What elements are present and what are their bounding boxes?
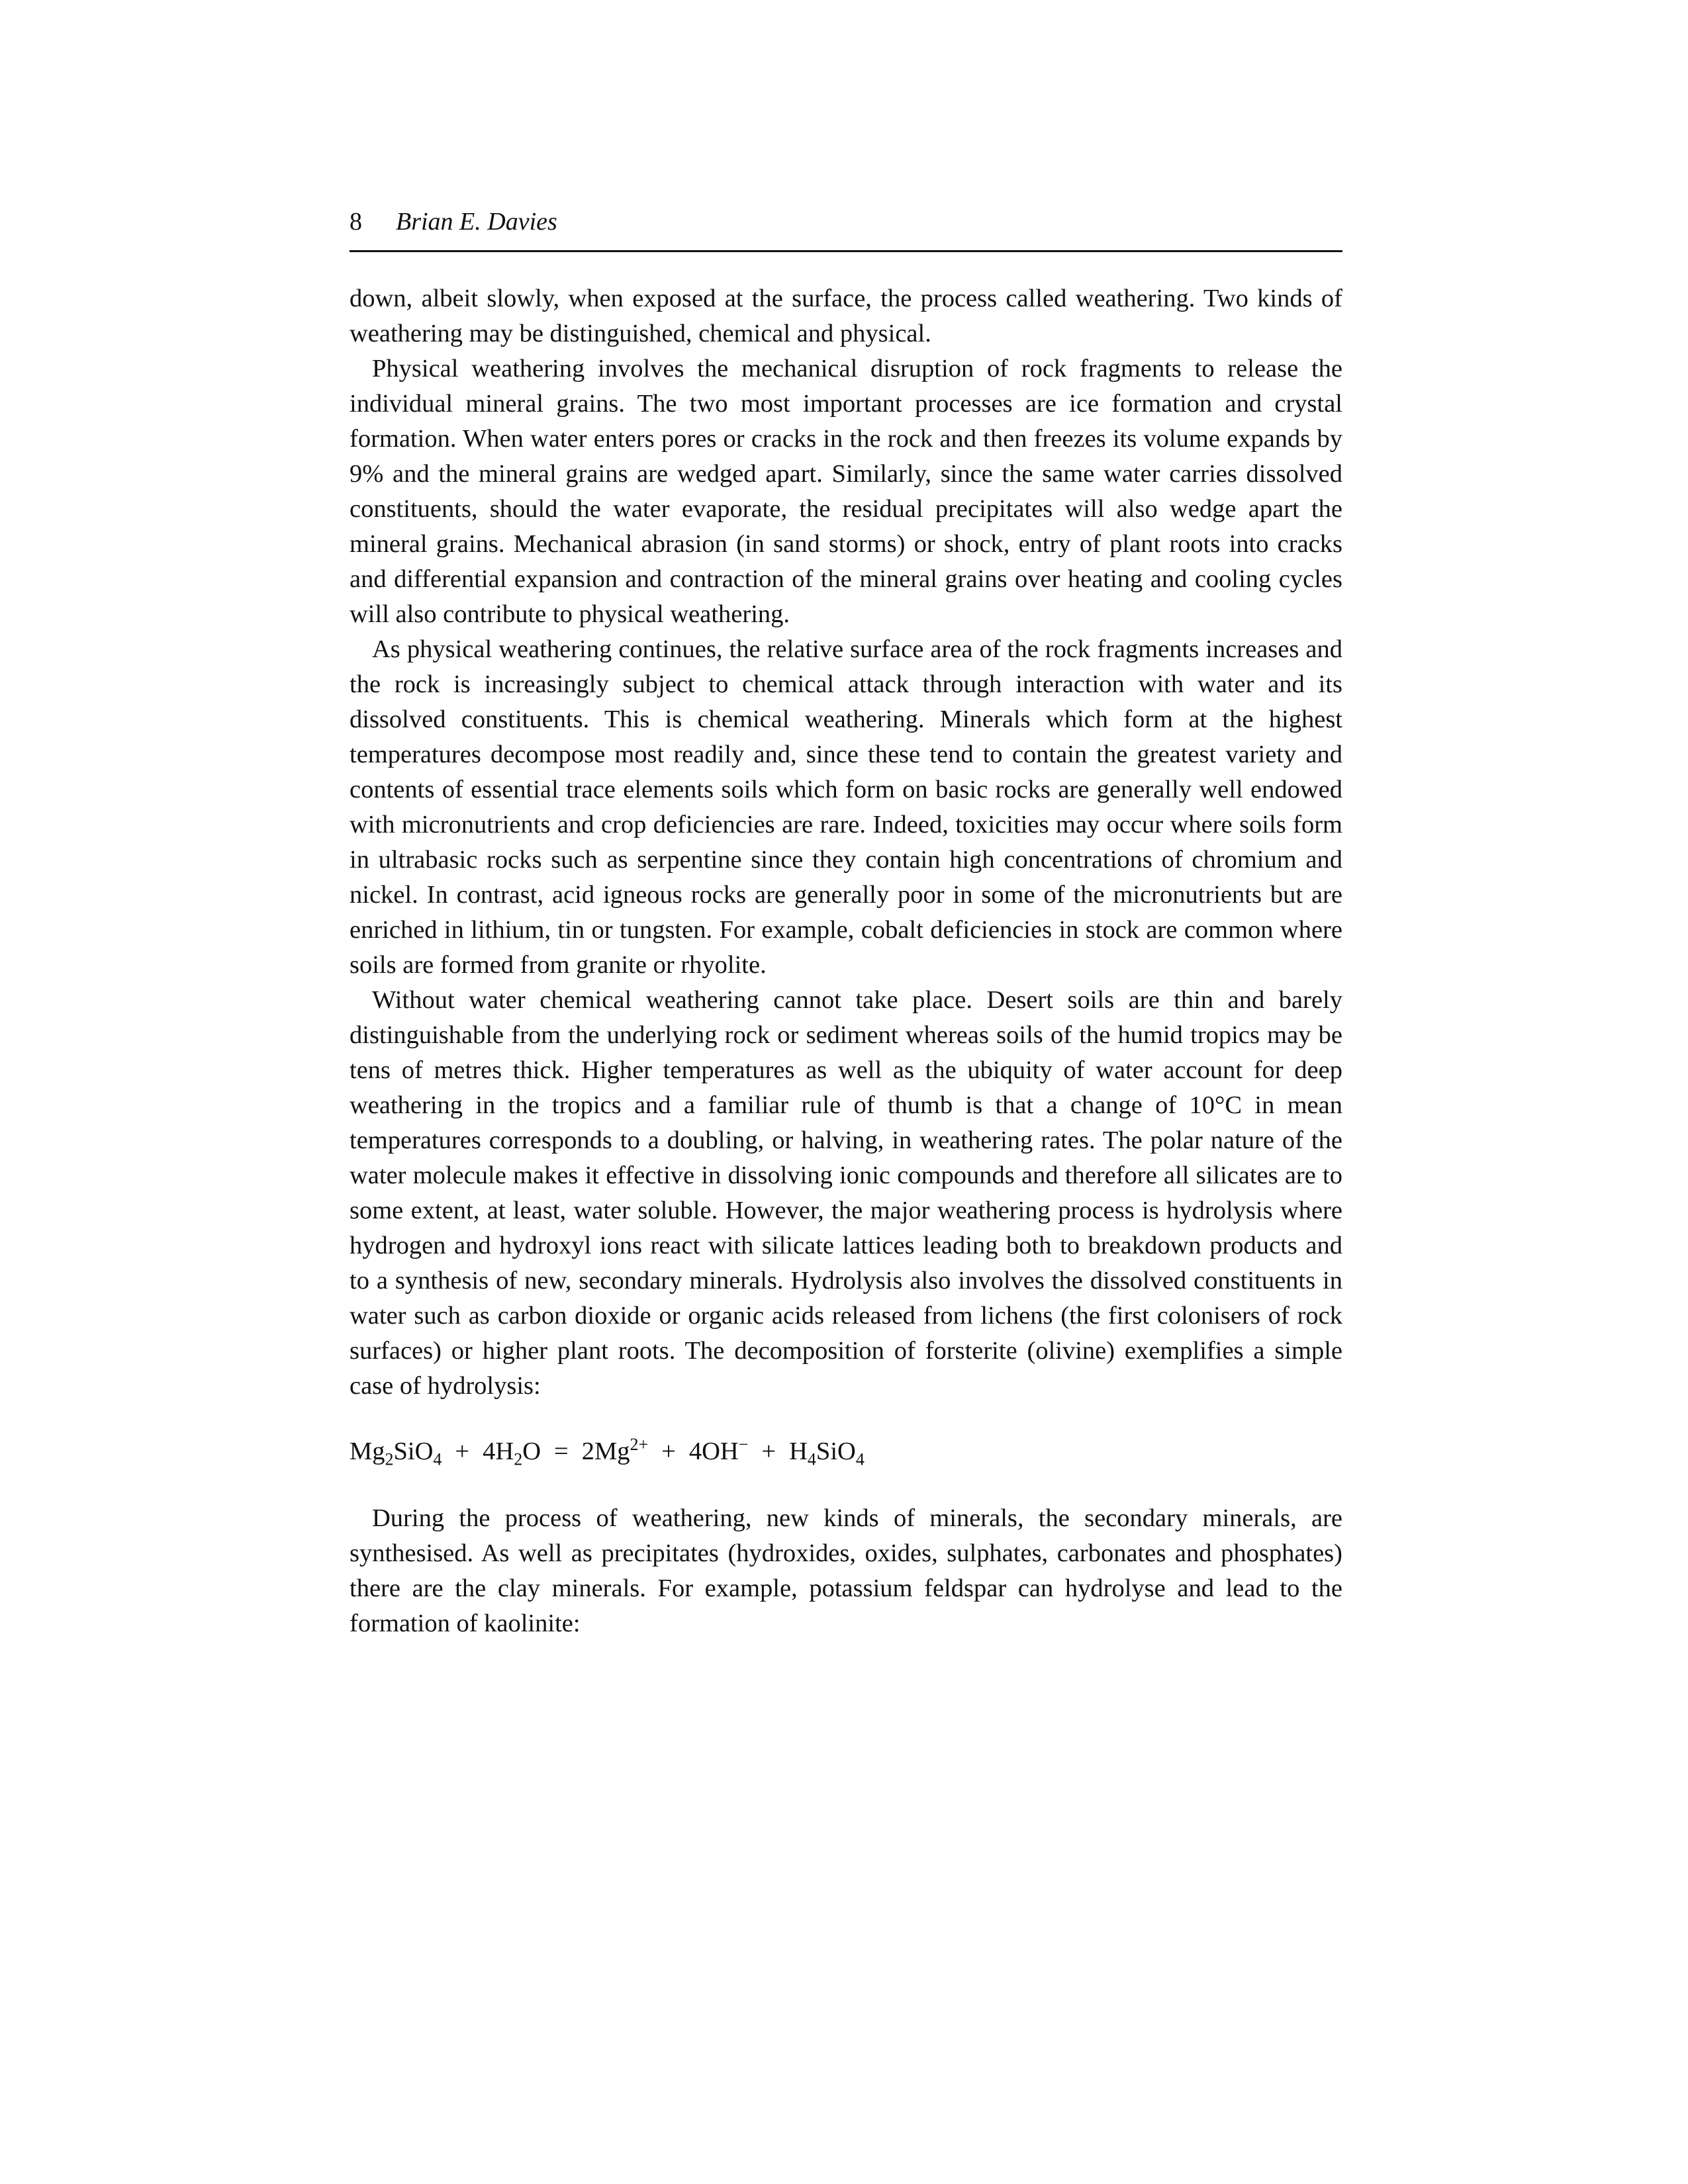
- equation-term-water: $4H_2O$: [483, 1437, 541, 1469]
- body-text: [350, 281, 1342, 1404]
- equation-term-hydroxide: 4OH−: [688, 1435, 749, 1465]
- paragraph-chemical-weathering: As physical weathering continues, the relative surface area of the rock fragments increases and the rock is increasingly subject to chemical attack through interaction with water and its dissolved constituents. This is chemical weathering. Minerals which form at the highest temperatures decompose most readily and, since these tend to contain the greatest variety and contents of essential trace elements soils which form on basic rocks are generally well endowed with micronutrients and crop deficiencies are rare. Indeed, toxicities may occur where soils form in ultrabasic rocks such as serpentine since they contain high concentrations of chromium and nickel. In contrast, acid igneous rocks are generally poor in some of the micronutrients but are enriched in lithium, tin or tungsten. For example, cobalt deficiencies in stock are common where soils are formed from granite or rhyolite.: [350, 635, 1342, 979]
- running-head-author: Brian E. Davies: [396, 208, 557, 236]
- equation-plus: +: [455, 1437, 470, 1465]
- paragraph-secondary-minerals: During the process of weathering, new kinds of minerals, the secondary minerals, are synthesised. As well as precipitates (hydroxides, oxides, sulphates, carbonates and phosphates) there are the clay minerals. For example, potassium feldspar can hydrolyse and lead to the formation of kaolinite:: [350, 1504, 1342, 1637]
- paragraph-continuation: down, albeit slowly, when exposed at the surface, the process called weathering. Two kinds of weathering may be distinguished, chemical and physical.: [350, 285, 1342, 347]
- equation-plus: +: [761, 1437, 776, 1465]
- equation-term-magnesium-ion: $2Mg^{2+}$: [581, 1435, 649, 1465]
- body-text-after-equation: [350, 1501, 1342, 1641]
- equation-term-forsterite: $Mg_2SiO_4$: [350, 1437, 442, 1469]
- running-head: [350, 199, 1342, 245]
- hydrolysis-equation: [350, 1434, 1342, 1469]
- header-rule: [350, 250, 1342, 252]
- page-number: 8: [350, 208, 362, 236]
- equation-term-silicic-acid: $H_4SiO_4$: [789, 1437, 865, 1469]
- paragraph-physical-weathering: Physical weathering involves the mechanical disruption of rock fragments to release the individual mineral grains. The two most important processes are ice formation and crystal formation. When water enters pores or cracks in the rock and then freezes its volume expands by 9% and the mineral grains are wedged apart. Similarly, since the same water carries dissolved constituents, should the water evaporate, the residual precipitates will also wedge apart the mineral grains. Mechanical abrasion (in sand storms) or shock, entry of plant roots into cracks and differential expansion and contraction of the mineral grains over heating and cooling cycles will also contribute to physical weathering.: [350, 355, 1342, 628]
- equation-equals: =: [554, 1437, 569, 1465]
- paragraph-water-and-hydrolysis: Without water chemical weathering cannot take place. Desert soils are thin and barely distinguishable from the underlying rock or sediment whereas soils of the humid tropics may be tens of metres thick. Higher temperatures as well as the ubiquity of water account for deep weathering in the tropics and a familiar rule of thumb is that a change of 10°C in mean temperatures corresponds to a doubling, or halving, in weathering rates. The polar nature of the water molecule makes it effective in dissolving ionic compounds and therefore all silicates are to some extent, at least, water soluble. However, the major weathering process is hydrolysis where hydrogen and hydroxyl ions react with silicate lattices leading both to breakdown products and to a synthesis of new, secondary minerals. Hydrolysis also involves the dissolved constituents in water such as carbon dioxide or organic acids released from lichens (the first colonisers of rock surfaces) or higher plant roots. The decomposition of forsterite (olivine) exemplifies a simple case of hydrolysis:: [350, 986, 1342, 1400]
- book-page: [350, 199, 1342, 1641]
- equation-plus: +: [661, 1437, 676, 1465]
